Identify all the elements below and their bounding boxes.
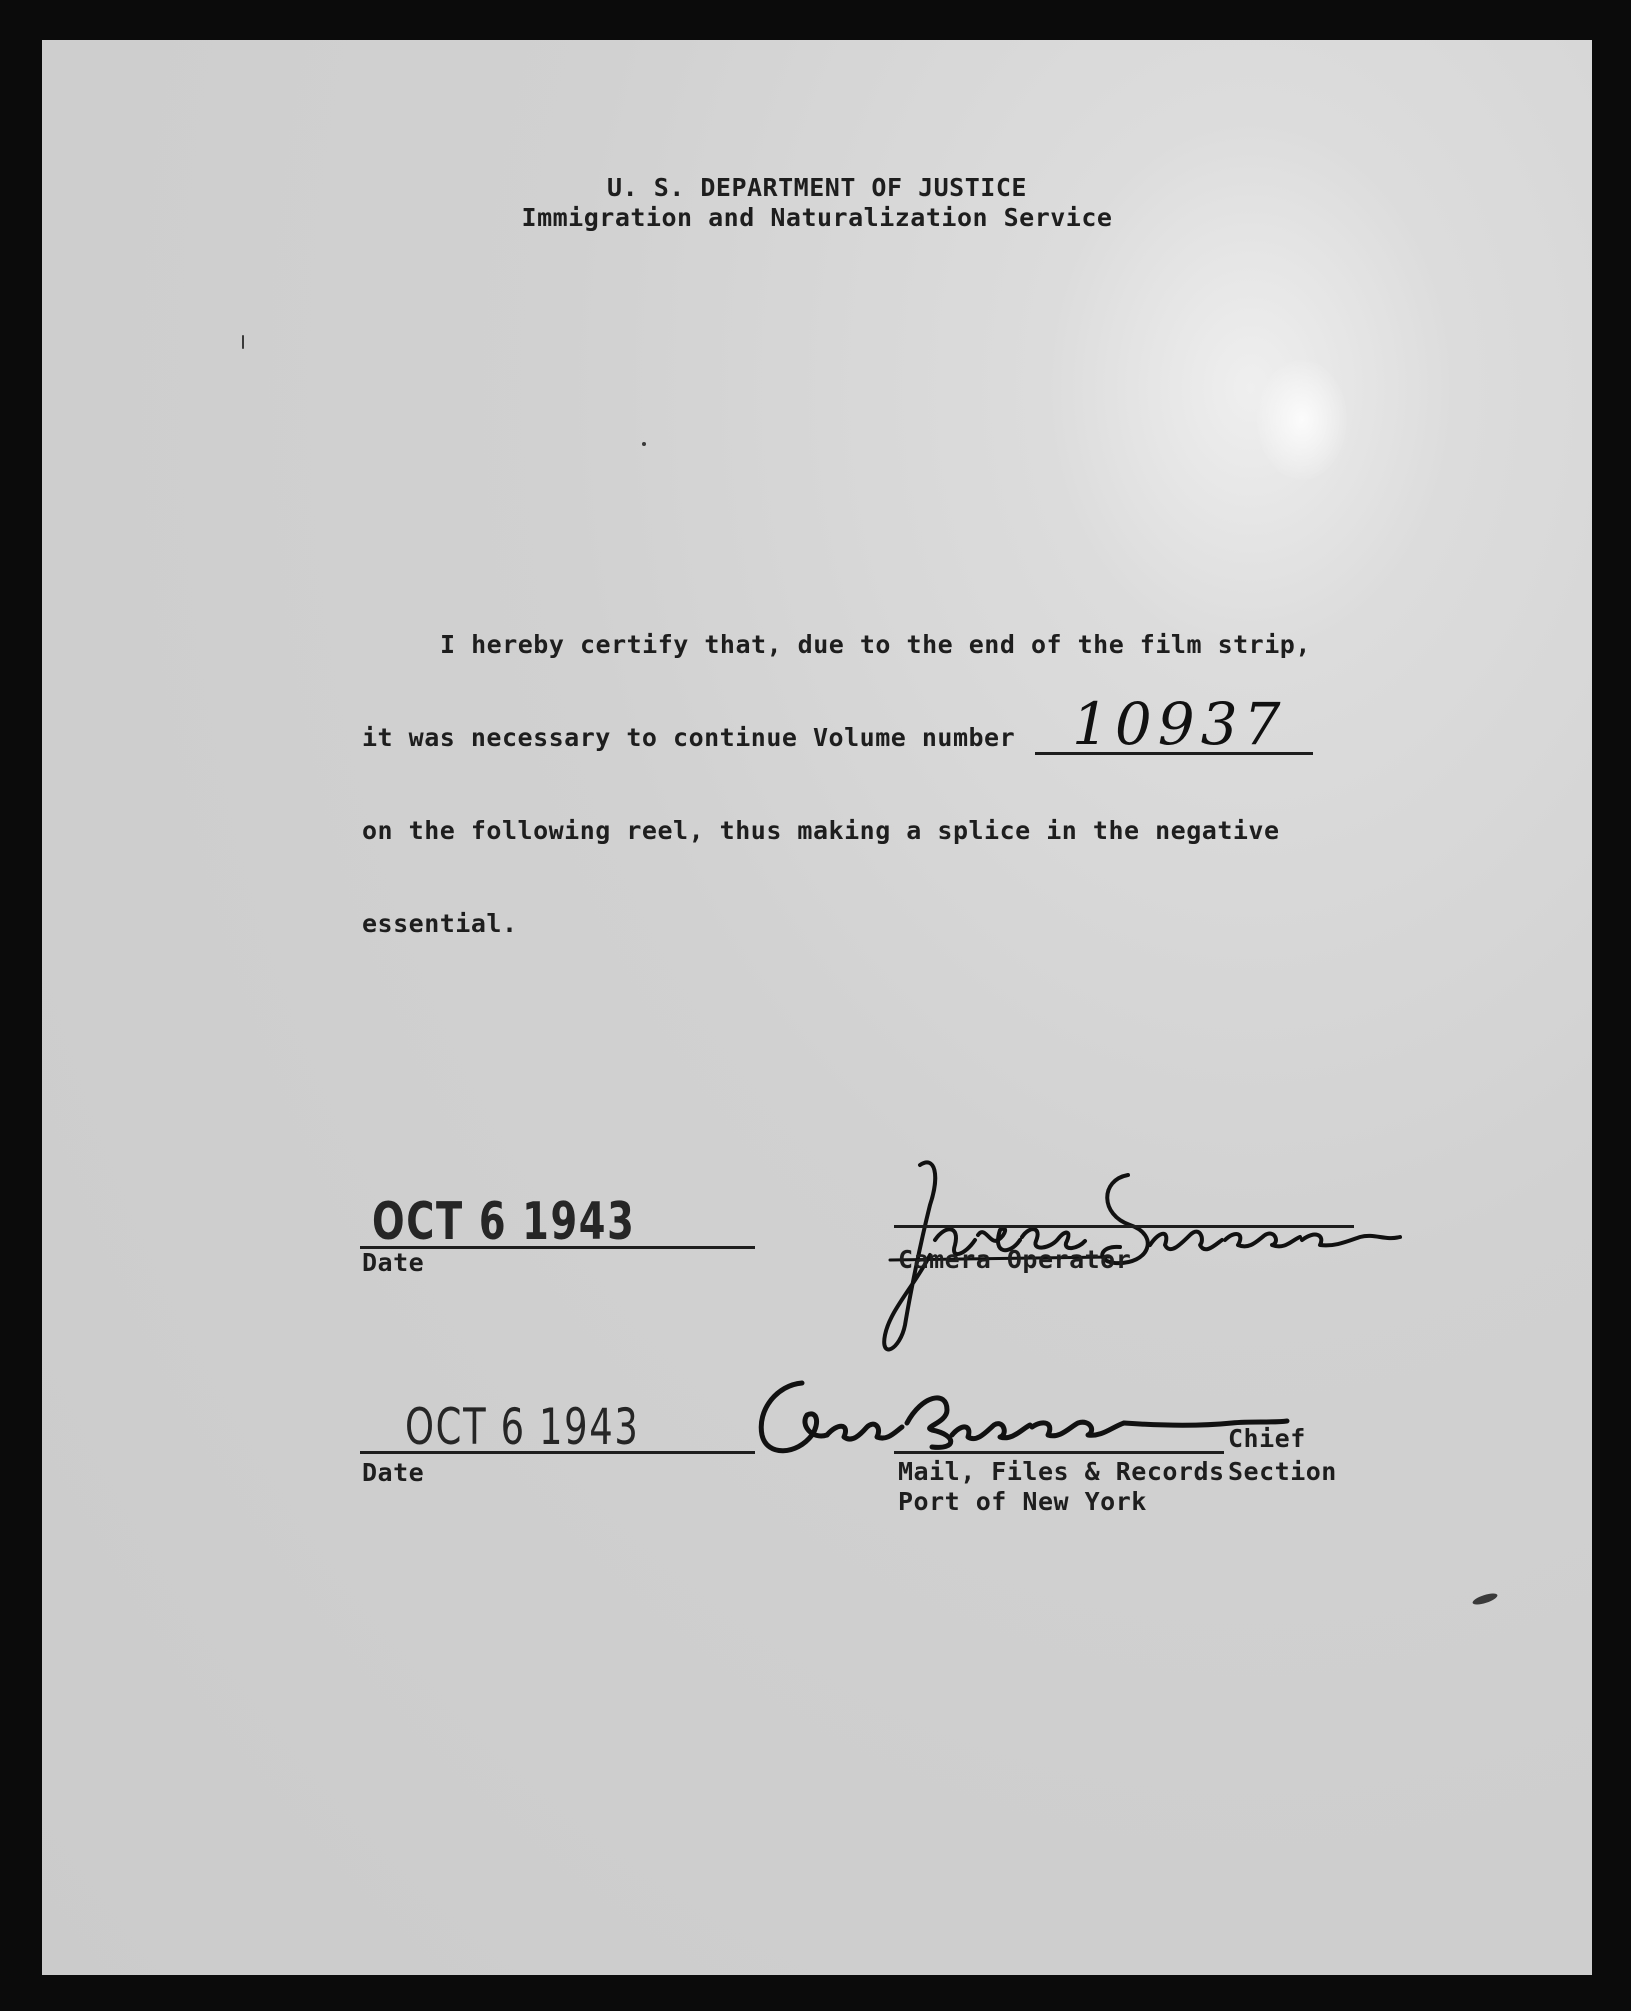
scan-blemish <box>642 442 646 446</box>
section-label: Section <box>1228 1457 1337 1486</box>
service-heading: Immigration and Naturalization Service <box>521 203 1113 232</box>
certify-line-4: essential. <box>362 909 518 938</box>
certify-line-2: it was necessary to continue Volume number <box>362 723 1016 752</box>
department-heading: U. S. DEPARTMENT OF JUSTICE <box>607 173 1027 202</box>
document-page <box>42 40 1592 1975</box>
scan-blemish <box>1471 1591 1498 1607</box>
mail-files-records-label: Mail, Files & Records <box>898 1457 1225 1486</box>
certify-line-3: on the following reel, thus making a splice in the negative <box>362 816 1280 845</box>
operator-date-stamp: OCT 6 1943 <box>372 1192 636 1252</box>
operator-date-label: Date <box>362 1248 425 1277</box>
volume-number-underline <box>1035 752 1313 755</box>
light-glare <box>1257 360 1347 480</box>
certify-line-1: I hereby certify that, due to the end of the film strip, <box>440 630 1311 659</box>
chief-date-stamp: OCT 6 1943 <box>405 1398 640 1456</box>
scan-blemish <box>242 335 244 349</box>
operator-signature-rule <box>894 1225 1354 1228</box>
chief-title-label: Chief <box>1228 1424 1306 1453</box>
port-label: Port of New York <box>898 1487 1147 1516</box>
chief-signature-rule <box>894 1451 1224 1454</box>
volume-number-handwritten: 10937 <box>1072 690 1287 758</box>
camera-operator-label: Camera Operator <box>898 1245 1132 1274</box>
chief-date-label: Date <box>362 1458 425 1487</box>
chief-date-rule <box>360 1451 755 1454</box>
